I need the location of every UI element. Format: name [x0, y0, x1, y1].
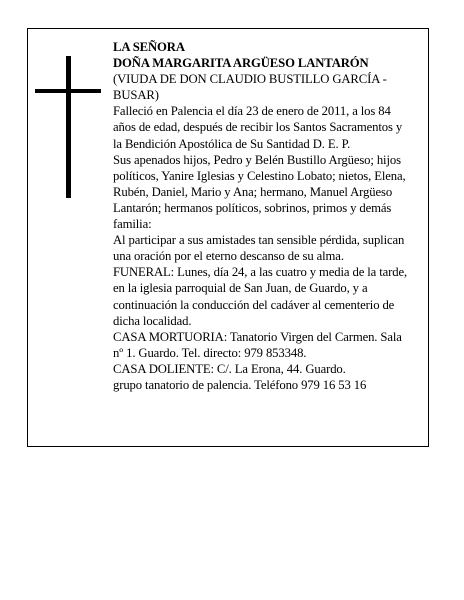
- latin-cross-icon: [35, 56, 101, 198]
- funeral-home-contact: grupo tanatorio de palencia. Teléfono 979 16 53 16: [113, 377, 367, 392]
- widow-of-line: (VIUDA DE DON CLAUDIO BUSTILLO GARCÍA - BUSAR): [113, 72, 387, 103]
- cross-horizontal-bar: [35, 89, 101, 93]
- death-details: Falleció en Palencia el día 23 de enero de 2011, a los 84 años de edad, después de recibir los Santos Sacramentos y la Bendición Apostólica de Su Santidad D. E. P.: [113, 104, 403, 151]
- family-members: Sus apenados hijos, Pedro y Belén Bustillo Argüeso; hijos políticos, Yanire Iglesias y Celestino Lobato; nietos, Elena, Rubén, Daniel, Mario y Ana; hermano, Manuel Argüeso Lantarón; hermanos políticos, sobrinos, primos y demás familia:: [113, 152, 406, 232]
- notice-heading: LA SEÑORA: [113, 40, 185, 54]
- cross-vertical-bar: [66, 56, 71, 198]
- prayer-request: Al participar a sus amistades tan sensible pérdida, suplican una oración por el eterno descanso de su alma.: [113, 233, 405, 264]
- funeral-details: FUNERAL: Lunes, día 24, a las cuatro y media de la tarde, en la iglesia parroquial de San Juan, de Guardo, y a continuación la conducción del cadáver al cementerio de dicha localidad.: [113, 265, 408, 328]
- mourning-house-details: CASA DOLIENTE: C/. La Erona, 44. Guardo.: [113, 361, 346, 376]
- mortuary-details: CASA MORTUORIA: Tanatorio Virgen del Carmen. Sala nº 1. Guardo. Tel. directo: 979 853348.: [113, 329, 402, 360]
- deceased-name: DOÑA MARGARITA ARGÜESO LANTARÓN: [113, 56, 369, 71]
- obituary-text: [113, 39, 413, 393]
